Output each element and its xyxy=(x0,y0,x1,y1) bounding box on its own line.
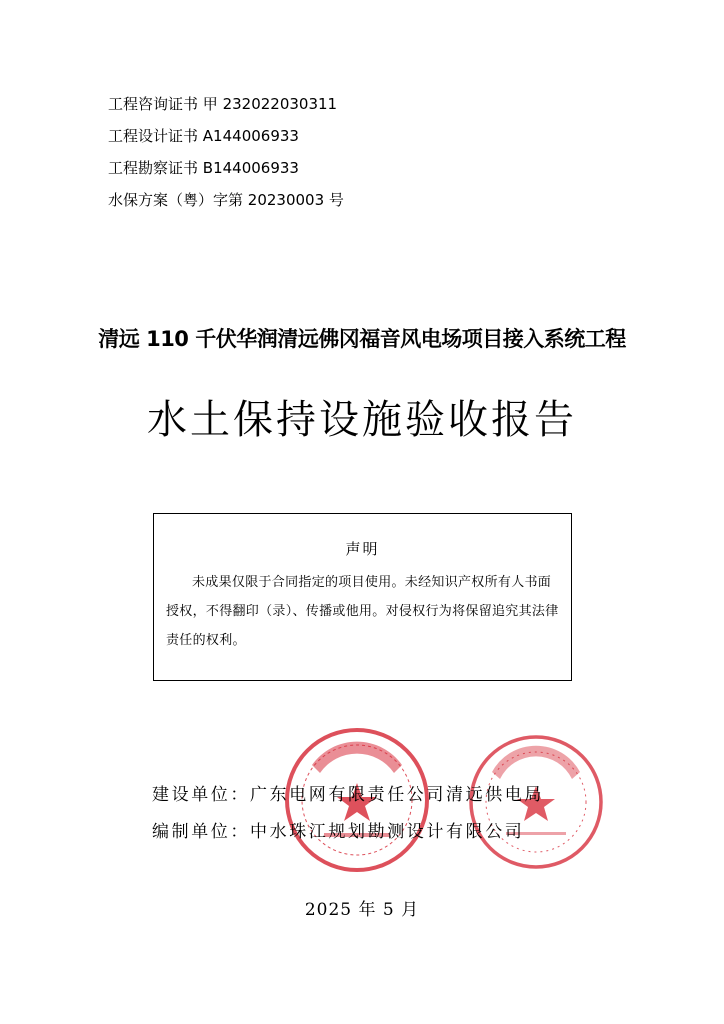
certificate-value: 甲 232022030311 xyxy=(202,95,338,113)
certificate-label: 工程勘察证书 xyxy=(108,159,199,177)
certificate-list xyxy=(108,88,344,216)
statement-heading: 声明 xyxy=(345,540,380,558)
certificate-label: 工程咨询证书 xyxy=(108,95,199,113)
report-date: 2025 年 5 月 xyxy=(304,900,420,920)
compiler-label: 编制单位： xyxy=(152,822,250,842)
statement-box xyxy=(153,513,572,681)
compiler-line xyxy=(152,817,524,842)
builder-name: 广东电网有限责任公司清远供电局 xyxy=(250,785,544,805)
certificate-line xyxy=(108,152,344,184)
compiler-name: 中水珠江规划勘测设计有限公司 xyxy=(250,822,525,842)
certificate-value: 20230003 号 xyxy=(247,191,344,209)
certificate-label: 工程设计证书 xyxy=(108,127,199,145)
builder-line xyxy=(152,780,544,805)
certificate-value: A144006933 xyxy=(202,127,299,145)
certificate-line xyxy=(108,184,344,216)
report-title: 水土保持设施验收报告 xyxy=(147,397,577,443)
certificate-value: B144006933 xyxy=(202,159,299,177)
certificate-line xyxy=(108,120,344,152)
certificate-line xyxy=(108,88,344,120)
project-title: 清远 110 千伏华润清远佛冈福音风电场项目接入系统工程 xyxy=(98,327,626,351)
certificate-label: 水保方案（粤）字第 xyxy=(108,191,244,209)
statement-body: 未成果仅限于合同指定的项目使用。未经知识产权所有人书面授权，不得翻印（录）、传播或他用。对侵权行为将保留追究其法律责任的权利。 xyxy=(166,575,559,648)
builder-label: 建设单位： xyxy=(152,785,250,805)
